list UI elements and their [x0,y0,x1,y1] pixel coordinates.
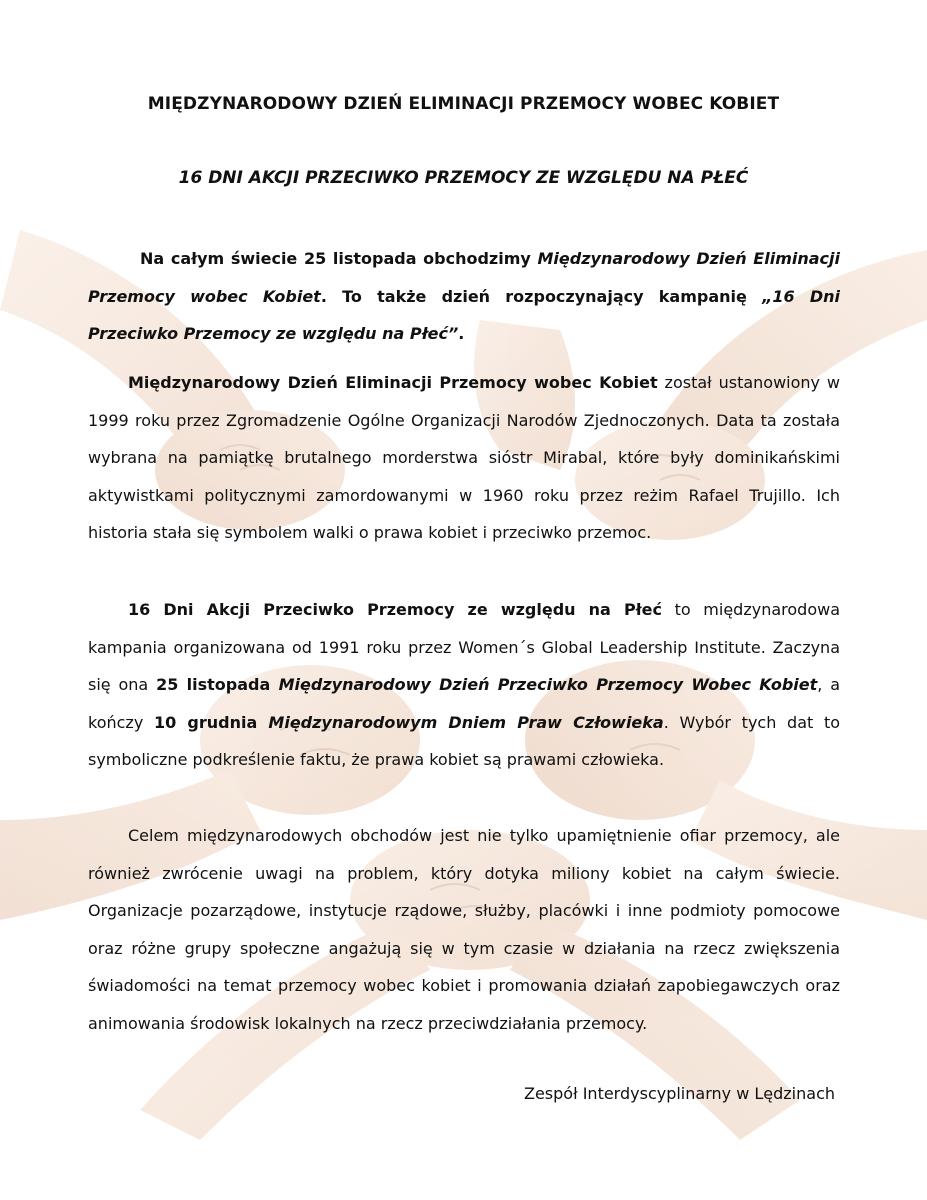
paragraph-campaign [88,591,840,779]
paragraph-intro-text-3: . [458,324,465,343]
paragraph-history-event-name: Międzynarodowy Dzień Eliminacji Przemocy wobec Kobiet [128,373,658,392]
document-title: MIĘDZYNARODOWY DZIEŃ ELIMINACJI PRZEMOCY WOBEC KOBIET [147,94,780,114]
paragraph-intro-campaign-name: „16 Dni Przeciwko Przemocy ze względu na Płeć” [88,286,841,343]
paragraph-intro-text-2: . To także dzień rozpoczynający kampanię [320,286,763,306]
paragraph-campaign-start-date: 25 listopada [156,675,271,694]
paragraph-campaign-text-3: . Wybór tych dat to symboliczne podkreślenie faktu, że prawa kobiet są prawami człowieka. [88,712,840,769]
paragraph-history-text: został ustanowiony w 1999 roku przez Zgromadzenie Ogólne Organizacji Narodów Zjednoczonych. Data ta została wybrana na pamiątkę brutalnego morderstwa sióstr Mirabal, które były dominikańskimi aktywistkami politycznymi zamordowanymi w 1960 roku przez reżim Rafael Trujillo. Ich historia stała się symbolem walki o prawa kobiet i przeciwko przemoc. [88,373,841,542]
paragraph-campaign-text-2: , a kończy [88,675,841,732]
paragraph-campaign-end-date: 10 grudnia [153,712,258,732]
signature: Zespół Interdyscyplinarny w Lędzinach [523,1084,835,1103]
paragraph-goal [88,817,840,1042]
paragraph-intro-event-name: Międzynarodowy Dzień Eliminacji Przemocy wobec Kobiet [88,249,840,306]
paragraph-goal-text: Celem międzynarodowych obchodów jest nie tylko upamiętnienie ofiar przemocy, ale również zwrócenie uwagi na problem, który dotyka miliony kobiet na całym świecie. Organizacje pozarządowe, instytucje rządowe, służby, placówki i inne podmioty pomocowe oraz różne grupy społeczne angażują się w tym czasie w działania na rzecz zwiększenia świadomości na temat przemocy wobec kobiet i promowania działań zapobiegawczych oraz animowania środowisk lokalnych na rzecz przeciwdziałania przemocy. [88,826,840,1033]
paragraph-intro-text-1: Na całym świecie 25 listopada obchodzimy [140,249,538,268]
paragraph-campaign-end-event: Międzynarodowym Dniem Praw Człowieka [257,712,664,732]
paragraph-campaign-name: 16 Dni Akcji Przeciwko Przemocy ze względu na Płeć [128,600,662,619]
paragraph-campaign-text-1: to międzynarodowa kampania organizowana od 1991 roku przez Women´s Global Leadership Institute. Zaczyna się ona [88,600,840,694]
paragraph-campaign-start-event: Międzynarodowy Dzień Przeciwko Przemocy Wobec Kobiet [270,675,818,694]
paragraph-intro [88,240,840,353]
paragraph-history [88,364,840,552]
document-subtitle: 16 DNI AKCJI PRZECIWKO PRZEMOCY ZE WZGLĘDU NA PŁEĆ [178,168,749,188]
